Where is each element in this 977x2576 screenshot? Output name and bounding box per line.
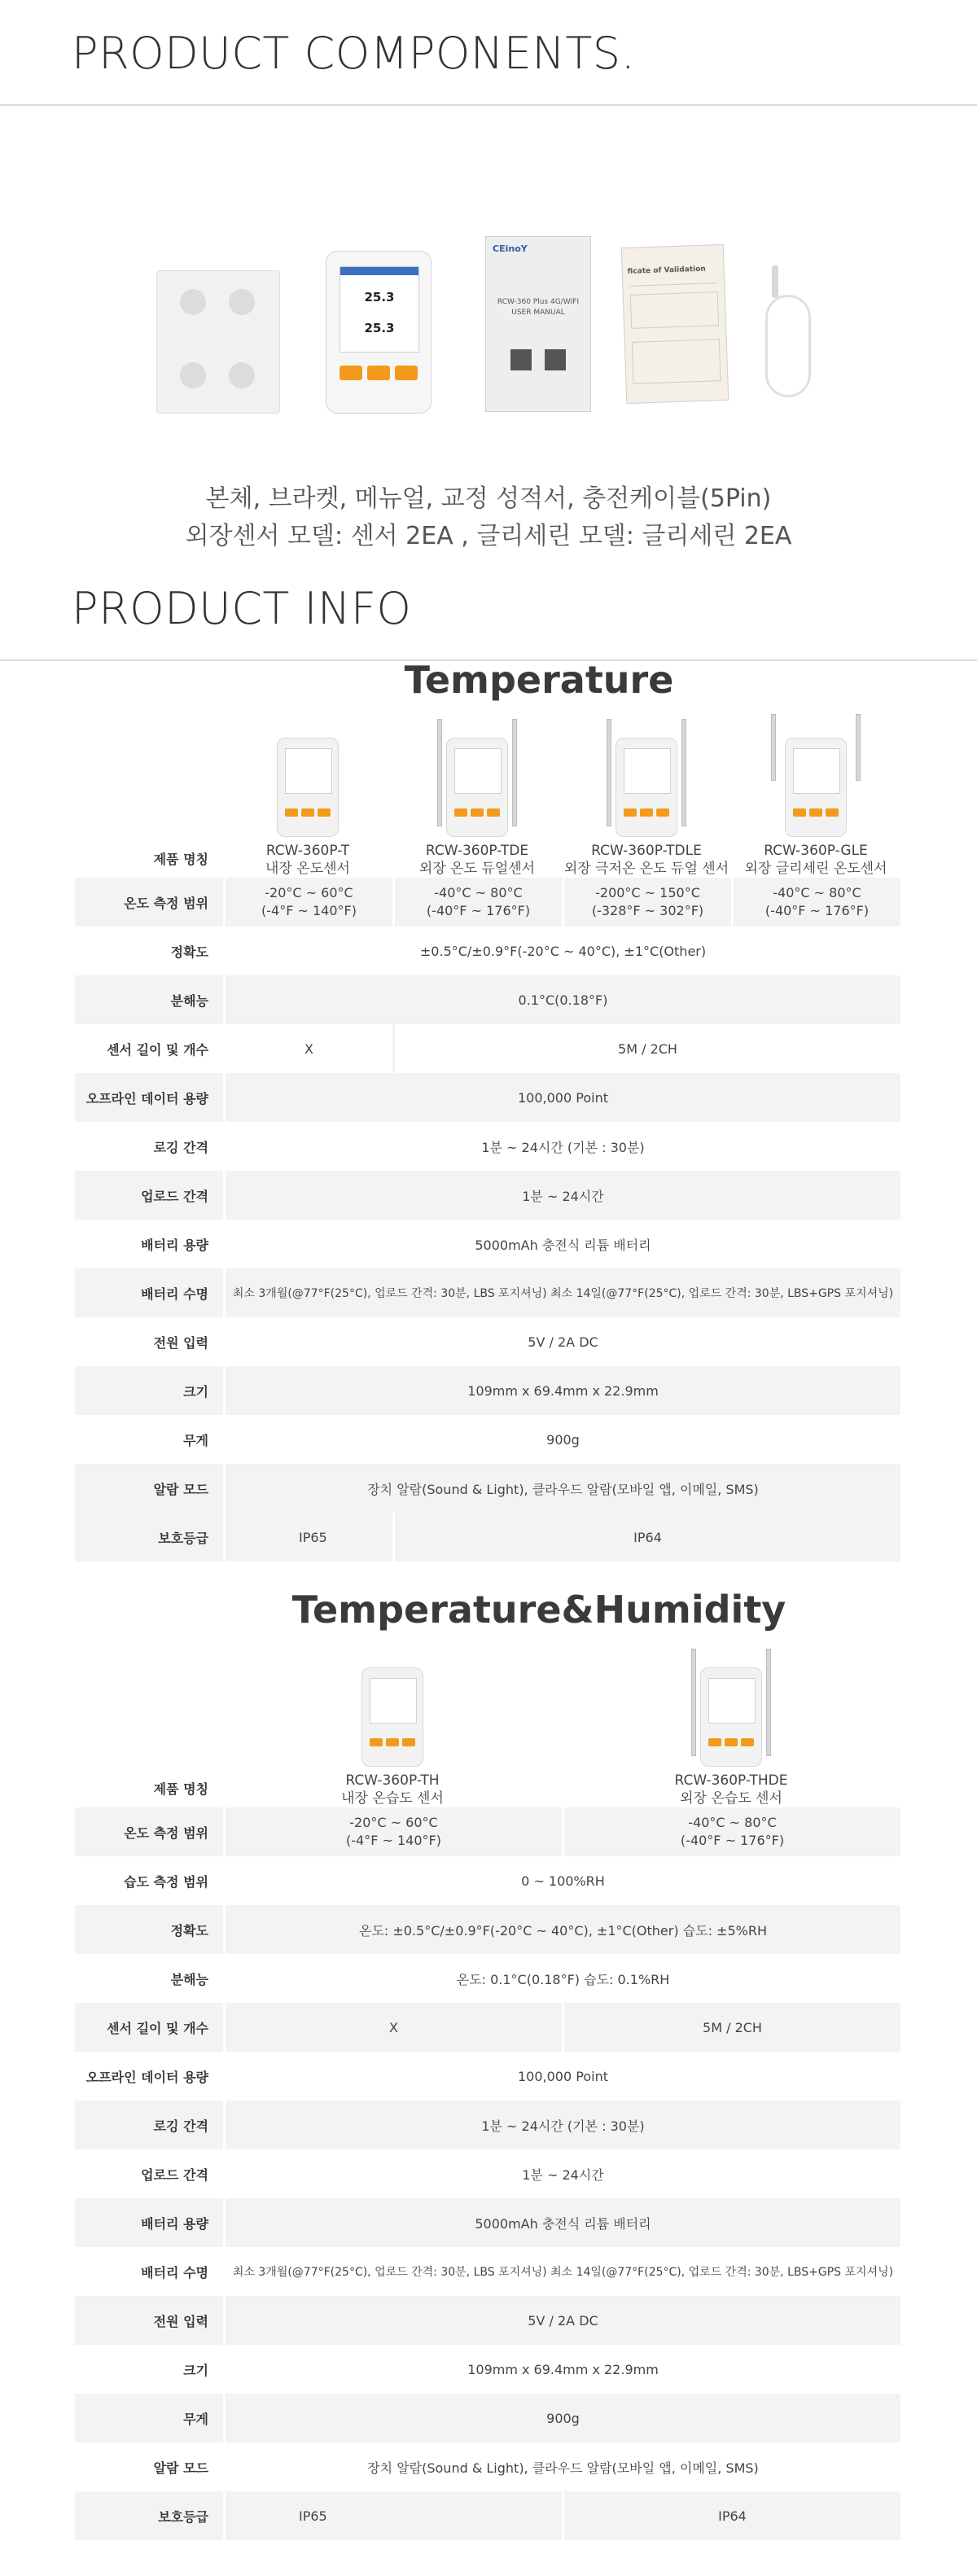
table-row [75,2003,900,2052]
table-row [75,1954,900,2003]
table-row [75,2198,900,2247]
product-model: RCW-360P-GLE [764,843,868,859]
table-row [75,1856,900,1905]
table-row [75,2345,900,2394]
ip-external-value: IP64 [562,2491,900,2540]
table-row [75,1415,900,1464]
product-model: RCW-360P-TH [345,1772,440,1789]
sensor-internal-value: X [223,1024,392,1073]
range-fahrenheit: (-4°F ~ 140°F) [346,1833,441,1848]
table-row [75,927,900,975]
product-cell [562,1645,900,1807]
label-size: 크기 [183,2362,208,2378]
table-row [75,878,900,927]
label-alarm: 알람 모드 [153,2460,208,2476]
label-size: 크기 [75,1366,223,1415]
product-cell [223,715,392,878]
ip-internal-value: IP65 [223,2491,562,2540]
label-accuracy: 정확도 [170,944,208,960]
table-row [75,2296,900,2345]
product-cell [392,715,562,878]
label-power: 전원 입력 [75,2296,223,2345]
label-accuracy: 정확도 [75,1905,223,1954]
label-battery: 배터리 용량 [141,1237,208,1253]
product-desc: 외장 글리세린 온도센서 [744,861,887,877]
device-image [326,251,432,414]
bracket-image [156,270,280,414]
label-temp-range: 온도 측정 범위 [75,878,223,927]
upload-value: 1분 ~ 24시간 [223,2149,900,2198]
table-row [75,2394,900,2442]
components-line-1: 본체, 브라켓, 메뉴얼, 교정 성적서, 충전케이블(5Pin) [205,484,772,513]
components-divider [0,104,977,106]
upload-value: 1분 ~ 24시간 [223,1171,900,1220]
range-cell [562,878,731,927]
label-product-name: 제품 명칭 [153,852,208,867]
table-row [75,1122,900,1171]
sensor-external-value: 5M / 2CH [562,2003,900,2052]
range-celsius: -40°C ~ 80°C [773,885,861,900]
range-celsius: -20°C ~ 60°C [265,885,353,900]
resolution-value: 0.1°C(0.18°F) [223,975,900,1024]
range-fahrenheit: (-4°F ~ 140°F) [261,903,357,918]
range-cell [392,878,562,927]
label-offline: 오프라인 데이터 용량 [75,1073,223,1122]
label-sensor: 센서 길이 및 개수 [75,2003,223,2052]
table-row [75,2247,900,2296]
device-image [446,738,508,837]
certificate-image [621,244,729,404]
product-desc: 내장 온습도 센서 [341,1790,444,1807]
label-logging: 로깅 간격 [153,1139,208,1155]
table-row [75,1073,900,1122]
certificate-title: ficate of Validation [627,265,706,276]
table-row [75,715,900,878]
product-model: RCW-360P-THDE [674,1772,788,1789]
sensor-internal-value: X [223,2003,562,2052]
label-power: 전원 입력 [153,1334,208,1351]
ip-external-value: IP64 [392,1513,900,1562]
device-image [616,738,677,837]
product-desc: 외장 온도 듀얼센서 [418,861,536,877]
alarm-value: 장치 알람(Sound & Light), 클라우드 알람(모바일 앱, 이메일, SMS) [223,2442,900,2491]
power-value: 5V / 2A DC [223,2296,900,2345]
product-model: RCW-360P-TDE [425,843,529,859]
range-fahrenheit: (-40°F ~ 176°F) [680,1833,785,1848]
table-row [75,1366,900,1415]
table-row [75,1317,900,1366]
accuracy-value: 온도: ±0.5°C/±0.9°F(-20°C ~ 40°C), ±1°C(Other) 습도: ±5%RH [223,1905,900,1954]
ip-internal-value: IP65 [223,1513,392,1562]
device-image [277,738,339,837]
temperature-heading: Temperature [404,658,674,702]
table-row [75,1513,900,1562]
weight-value: 900g [223,1415,900,1464]
product-desc: 내장 온도센서 [265,861,350,877]
table-row [75,1220,900,1268]
range-fahrenheit: (-328°F ~ 302°F) [591,903,704,918]
table-row [75,2491,900,2540]
table-row [75,1905,900,1954]
device-reading-1: 25.3 [364,290,395,304]
label-battery-life: 배터리 수명 [141,2264,208,2280]
label-weight: 무게 [183,1432,208,1448]
range-cell [223,878,392,927]
battery-value: 5000mAh 충전식 리튬 배터리 [223,1220,900,1268]
product-model: RCW-360P-TDLE [591,843,702,859]
size-value: 109mm x 69.4mm x 22.9mm [223,2345,900,2394]
manual-brand: CEinoY [493,243,528,254]
info-title: PRODUCT INFO [72,583,412,634]
label-protection: 보호등급 [75,2491,223,2540]
label-alarm: 알람 모드 [75,1464,223,1513]
label-upload: 업로드 간격 [75,1171,223,1220]
label-humidity-range: 습도 측정 범위 [124,1873,208,1890]
product-cell [223,1645,562,1807]
product-desc: 외장 극저온 온도 듀얼 센서 [563,861,729,877]
battery-life-value: 최소 3개월(@77°F(25°C), 업로드 간격: 30분, LBS 포지셔닝) 최소 14일(@77°F(25°C), 업로드 간격: 30분, LBS+GPS 포지셔닝) [223,1268,900,1317]
table-row [75,975,900,1024]
offline-value: 100,000 Point [223,2052,900,2101]
device-image [700,1667,762,1767]
label-upload: 업로드 간격 [141,2166,208,2183]
table-row [75,1645,900,1807]
range-celsius: -40°C ~ 80°C [434,885,523,900]
battery-value: 5000mAh 충전식 리튬 배터리 [223,2198,900,2247]
power-value: 5V / 2A DC [223,1317,900,1366]
device-image [361,1667,423,1767]
table-row [75,1024,900,1073]
label-logging: 로깅 간격 [75,2101,223,2149]
range-celsius: -200°C ~ 150°C [595,885,700,900]
table-row [75,1464,900,1513]
table-row [75,1268,900,1317]
label-protection: 보호등급 [75,1513,223,1562]
logging-value: 1분 ~ 24시간 (기본 : 30분) [223,1122,900,1171]
product-cell [731,715,900,878]
offline-value: 100,000 Point [223,1073,900,1122]
humidity-heading: Temperature&Humidity [291,1588,786,1632]
label-offline: 오프라인 데이터 용량 [85,2069,208,2085]
alarm-value: 장치 알람(Sound & Light), 클라우드 알람(모바일 앱, 이메일, SMS) [223,1464,900,1513]
range-celsius: -20°C ~ 60°C [349,1815,438,1830]
range-fahrenheit: (-40°F ~ 176°F) [426,903,531,918]
range-celsius: -40°C ~ 80°C [688,1815,777,1830]
logging-value: 1분 ~ 24시간 (기본 : 30분) [223,2101,900,2149]
label-product-name: 제품 명칭 [153,1781,208,1797]
weight-value: 900g [223,2394,900,2442]
resolution-value: 온도: 0.1°C(0.18°F) 습도: 0.1%RH [223,1954,900,2003]
manual-title-2: USER MANUAL [511,309,565,317]
components-title: PRODUCT COMPONENTS. [72,28,636,79]
range-cell [731,878,900,927]
label-weight: 무게 [75,2394,223,2442]
battery-life-value: 최소 3개월(@77°F(25°C), 업로드 간격: 30분, LBS 포지셔닝) 최소 14일(@77°F(25°C), 업로드 간격: 30분, LBS+GPS 포지셔닝) [223,2247,900,2296]
accuracy-value: ±0.5°C/±0.9°F(-20°C ~ 40°C), ±1°C(Other) [223,927,900,975]
cable-image [760,265,813,396]
product-cell [562,715,731,878]
humidity-spec-table [75,1645,900,2540]
components-line-2: 외장센서 모델: 센서 2EA , 글리세린 모델: 글리세린 2EA [185,522,792,550]
temperature-spec-table [75,715,900,1562]
table-row [75,2442,900,2491]
label-battery: 배터리 용량 [75,2198,223,2247]
table-row [75,1171,900,1220]
table-row [75,2052,900,2101]
sensor-external-value: 5M / 2CH [392,1024,900,1073]
size-value: 109mm x 69.4mm x 22.9mm [223,1366,900,1415]
range-fahrenheit: (-40°F ~ 176°F) [765,903,870,918]
label-temp-range: 온도 측정 범위 [75,1807,223,1856]
table-row [75,2149,900,2198]
components-image [0,220,977,432]
product-model: RCW-360P-T [265,843,350,859]
device-image [785,738,847,837]
table-row [75,1807,900,1856]
range-cell [223,1807,562,1856]
manual-image [485,236,591,412]
humidity-range-value: 0 ~ 100%RH [223,1856,900,1905]
range-cell [562,1807,900,1856]
manual-title-1: RCW-360 Plus 4G/WIFI [497,298,580,306]
table-row [75,2101,900,2149]
label-battery-life: 배터리 수명 [75,1268,223,1317]
label-resolution: 분해능 [75,975,223,1024]
label-sensor: 센서 길이 및 개수 [107,1041,208,1058]
product-desc: 외장 온습도 센서 [680,1790,782,1807]
device-reading-2: 25.3 [364,321,395,335]
label-resolution: 분해능 [170,1971,208,1987]
